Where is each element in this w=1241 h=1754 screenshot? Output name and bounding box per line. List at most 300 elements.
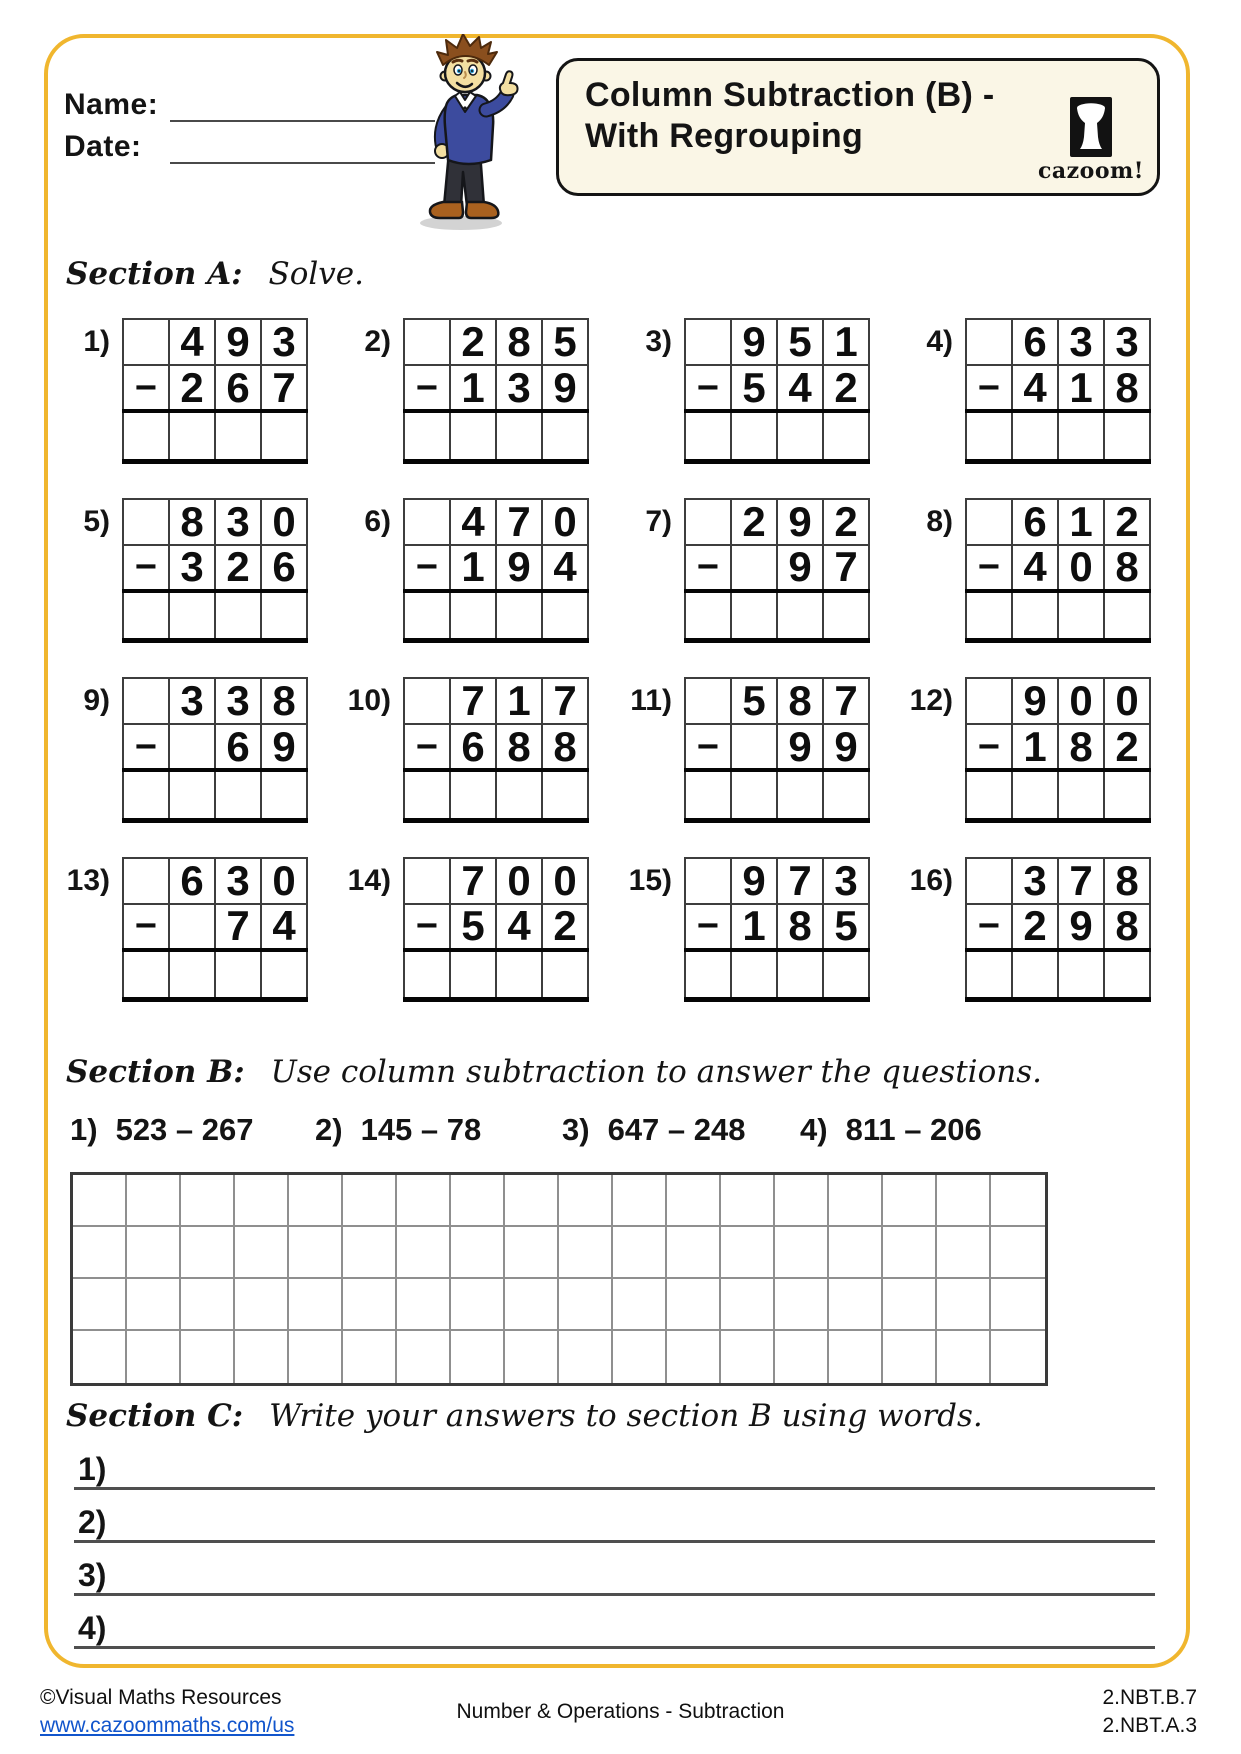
working-grid-cell: [883, 1175, 937, 1227]
working-grid-cell: [343, 1279, 397, 1331]
answer-cell[interactable]: [215, 950, 261, 1000]
answer-cell[interactable]: [685, 411, 731, 461]
digit-cell: 0: [542, 499, 588, 545]
answer-line[interactable]: [74, 1487, 1155, 1490]
answer-line-row: [0, 1603, 1241, 1649]
working-grid-cell: [343, 1175, 397, 1227]
working-grid-cell: [991, 1331, 1045, 1383]
working-grid-cell: [613, 1331, 667, 1383]
answer-cell[interactable]: [404, 411, 450, 461]
answer-cell[interactable]: [1058, 411, 1104, 461]
minus-icon: −: [123, 365, 169, 411]
digit-cell: 3: [215, 499, 261, 545]
working-grid-cell: [235, 1331, 289, 1383]
answer-cell[interactable]: [777, 411, 823, 461]
section-c-heading: [66, 1398, 983, 1434]
digit-cell: 9: [215, 319, 261, 365]
date-label: Date:: [64, 130, 142, 163]
digit-cell: 7: [823, 678, 869, 724]
answer-cell[interactable]: [685, 950, 731, 1000]
working-grid-cell: [73, 1279, 127, 1331]
blank-cell: [731, 724, 777, 770]
subtraction-problem: [887, 677, 1168, 823]
answer-cell[interactable]: [777, 591, 823, 641]
answer-cell[interactable]: [542, 770, 588, 820]
working-grid-cell: [289, 1331, 343, 1383]
problems-grid: [44, 318, 1168, 1002]
digit-cell: 6: [1012, 319, 1058, 365]
answer-cell[interactable]: [450, 950, 496, 1000]
working-grid-cell: [667, 1227, 721, 1279]
working-grid-cell: [937, 1175, 991, 1227]
blank-cell: [966, 678, 1012, 724]
digit-cell: 8: [1104, 545, 1150, 591]
working-grid-cell: [829, 1227, 883, 1279]
digit-cell: 7: [1058, 858, 1104, 904]
answer-cell[interactable]: [450, 591, 496, 641]
digit-cell: 5: [450, 904, 496, 950]
working-grid-cell: [937, 1279, 991, 1331]
digit-cell: 2: [823, 365, 869, 411]
answer-cell[interactable]: [542, 950, 588, 1000]
answer-cell[interactable]: [215, 591, 261, 641]
answer-cell[interactable]: [823, 950, 869, 1000]
working-grid-cell: [181, 1175, 235, 1227]
section-b-instruction: Use column subtraction to answer the questions.: [270, 1054, 1042, 1090]
subtraction-problem: [887, 318, 1168, 464]
answer-cell[interactable]: [404, 950, 450, 1000]
digit-cell: 7: [496, 499, 542, 545]
blank-cell: [685, 319, 731, 365]
minus-icon: −: [966, 904, 1012, 950]
answer-cell[interactable]: [823, 591, 869, 641]
answer-cell[interactable]: [731, 411, 777, 461]
subtraction-problem: [325, 318, 606, 464]
answer-cell[interactable]: [731, 591, 777, 641]
digit-cell: 2: [1104, 724, 1150, 770]
blank-cell: [966, 319, 1012, 365]
working-grid-cell: [127, 1331, 181, 1383]
worksheet-title: [585, 75, 995, 157]
column-subtraction-table: [684, 677, 870, 823]
digit-cell: 9: [777, 545, 823, 591]
problem-number: 6): [364, 504, 391, 538]
digit-cell: 3: [1012, 858, 1058, 904]
blank-cell: [731, 545, 777, 591]
subtraction-problem: [44, 318, 325, 464]
working-grid-cell: [775, 1227, 829, 1279]
digit-cell: 3: [169, 678, 215, 724]
answer-cell[interactable]: [823, 770, 869, 820]
answer-cell[interactable]: [966, 591, 1012, 641]
digit-cell: 1: [1012, 724, 1058, 770]
working-grid-cell: [667, 1175, 721, 1227]
digit-cell: 8: [777, 678, 823, 724]
section-b-title: Section B:: [66, 1054, 245, 1090]
blank-cell: [404, 678, 450, 724]
question-expression: 811 – 206: [845, 1112, 982, 1147]
answer-cell[interactable]: [261, 950, 307, 1000]
digit-cell: 4: [496, 904, 542, 950]
digit-cell: 9: [261, 724, 307, 770]
working-grid-cell: [343, 1331, 397, 1383]
answer-cell[interactable]: [542, 591, 588, 641]
answer-cell[interactable]: [215, 411, 261, 461]
digit-cell: 1: [731, 904, 777, 950]
working-grid-cell: [289, 1175, 343, 1227]
answer-cell[interactable]: [823, 411, 869, 461]
digit-cell: 4: [1012, 545, 1058, 591]
blank-cell: [966, 858, 1012, 904]
minus-icon: −: [966, 545, 1012, 591]
answer-cell[interactable]: [496, 950, 542, 1000]
digit-cell: 4: [777, 365, 823, 411]
subtraction-problem: [44, 857, 325, 1003]
answer-cell[interactable]: [731, 950, 777, 1000]
digit-cell: 3: [261, 319, 307, 365]
working-grid-cell: [775, 1279, 829, 1331]
answer-cell[interactable]: [777, 770, 823, 820]
answer-cell[interactable]: [169, 770, 215, 820]
digit-cell: 0: [261, 858, 307, 904]
digit-cell: 9: [777, 724, 823, 770]
working-grid-cell: [397, 1227, 451, 1279]
digit-cell: 9: [496, 545, 542, 591]
question-number: 4): [800, 1112, 828, 1147]
column-subtraction-table: [403, 857, 589, 1003]
answer-cell[interactable]: [215, 770, 261, 820]
answer-cell[interactable]: [731, 770, 777, 820]
working-grid-cell: [775, 1175, 829, 1227]
digit-cell: 9: [823, 724, 869, 770]
problem-number: 3): [645, 325, 672, 358]
answer-cell[interactable]: [123, 411, 169, 461]
digit-cell: 0: [496, 858, 542, 904]
working-grid-cell: [559, 1175, 613, 1227]
answer-cell[interactable]: [169, 950, 215, 1000]
working-grid-cell: [829, 1175, 883, 1227]
answer-cell[interactable]: [1058, 950, 1104, 1000]
answer-cell[interactable]: [496, 770, 542, 820]
answer-cell[interactable]: [777, 950, 823, 1000]
column-subtraction-table: [965, 677, 1151, 823]
drum-icon: [1070, 97, 1112, 157]
subtraction-problem: [887, 857, 1168, 1003]
digit-cell: 3: [169, 545, 215, 591]
working-grid-cell: [289, 1227, 343, 1279]
answer-cell[interactable]: [1012, 950, 1058, 1000]
working-grid-cell: [613, 1175, 667, 1227]
problem-number: 15): [628, 863, 672, 897]
blank-cell: [966, 499, 1012, 545]
blank-cell: [123, 678, 169, 724]
answer-cell[interactable]: [1058, 591, 1104, 641]
digit-cell: 8: [1058, 724, 1104, 770]
column-subtraction-table: [684, 498, 870, 644]
problem-number: 2): [364, 325, 391, 358]
column-subtraction-table: [122, 677, 308, 823]
working-grid-cell: [991, 1279, 1045, 1331]
problem-number: 7): [645, 504, 672, 538]
answer-cell[interactable]: [496, 411, 542, 461]
digit-cell: 2: [731, 499, 777, 545]
column-subtraction-table: [965, 857, 1151, 1003]
digit-cell: 5: [777, 319, 823, 365]
answer-cell[interactable]: [1104, 411, 1150, 461]
digit-cell: 1: [823, 319, 869, 365]
answer-cell[interactable]: [123, 591, 169, 641]
minus-icon: −: [404, 545, 450, 591]
digit-cell: 6: [215, 724, 261, 770]
working-grid-cell: [181, 1227, 235, 1279]
cazoom-logo: [1037, 97, 1145, 184]
section-b-question: [315, 1112, 481, 1148]
answer-cell[interactable]: [1058, 770, 1104, 820]
working-grid-cell: [451, 1227, 505, 1279]
problem-number: 4): [926, 325, 953, 358]
blank-cell: [123, 319, 169, 365]
footer-url[interactable]: www.cazoommaths.com/us: [40, 1714, 295, 1737]
digit-cell: 6: [1012, 499, 1058, 545]
digit-cell: 6: [261, 545, 307, 591]
answer-cell[interactable]: [966, 411, 1012, 461]
column-subtraction-table: [122, 318, 308, 464]
minus-icon: −: [123, 724, 169, 770]
working-grid-cell: [505, 1279, 559, 1331]
working-grid-cell: [73, 1331, 127, 1383]
question-expression: 523 – 267: [115, 1112, 254, 1147]
section-b-question: [70, 1112, 254, 1148]
answer-cell[interactable]: [685, 770, 731, 820]
answer-line-number: 3): [78, 1557, 107, 1593]
footer-standard-2: 2.NBT.A.3: [1102, 1714, 1197, 1737]
digit-cell: 9: [731, 858, 777, 904]
digit-cell: 2: [450, 319, 496, 365]
answer-cell[interactable]: [1012, 591, 1058, 641]
question-number: 3): [562, 1112, 590, 1147]
digit-cell: 7: [450, 678, 496, 724]
answer-line[interactable]: [74, 1540, 1155, 1543]
minus-icon: −: [404, 904, 450, 950]
digit-cell: 5: [542, 319, 588, 365]
digit-cell: 7: [450, 858, 496, 904]
working-grid-cell: [559, 1227, 613, 1279]
working-grid-cell: [721, 1279, 775, 1331]
answer-cell[interactable]: [261, 411, 307, 461]
working-grid-cell: [991, 1175, 1045, 1227]
digit-cell: 4: [1012, 365, 1058, 411]
digit-cell: 3: [496, 365, 542, 411]
working-grid-cell: [127, 1279, 181, 1331]
answer-cell[interactable]: [169, 411, 215, 461]
subtraction-problem: [606, 677, 887, 823]
working-grid-cell: [289, 1279, 343, 1331]
digit-cell: 8: [542, 724, 588, 770]
minus-icon: −: [404, 365, 450, 411]
question-number: 2): [315, 1112, 343, 1147]
answer-cell[interactable]: [966, 950, 1012, 1000]
subtraction-problem: [325, 498, 606, 644]
section-a-heading: [66, 256, 364, 292]
blank-cell: [404, 319, 450, 365]
answer-cell[interactable]: [1104, 770, 1150, 820]
working-grid-cell: [505, 1227, 559, 1279]
digit-cell: 7: [542, 678, 588, 724]
answer-cell[interactable]: [123, 950, 169, 1000]
minus-icon: −: [966, 365, 1012, 411]
footer-standard-1: 2.NBT.B.7: [1102, 1686, 1197, 1709]
boy-cartoon-illustration: [396, 34, 536, 234]
answer-cell[interactable]: [1104, 591, 1150, 641]
working-grid[interactable]: [70, 1172, 1048, 1386]
blank-cell: [169, 724, 215, 770]
working-grid-cell: [883, 1331, 937, 1383]
problem-number: 10): [347, 684, 391, 717]
minus-icon: −: [966, 724, 1012, 770]
column-subtraction-table: [403, 498, 589, 644]
footer-topic: Number & Operations - Subtraction: [456, 1700, 785, 1723]
working-grid-cell: [73, 1227, 127, 1279]
digit-cell: 9: [777, 499, 823, 545]
minus-icon: −: [404, 724, 450, 770]
problem-number: 12): [909, 684, 953, 717]
working-grid-cell: [937, 1227, 991, 1279]
answer-cell[interactable]: [1012, 770, 1058, 820]
answer-line[interactable]: [74, 1593, 1155, 1596]
answer-cell[interactable]: [261, 591, 307, 641]
answer-cell[interactable]: [496, 591, 542, 641]
working-grid-cell: [613, 1279, 667, 1331]
digit-cell: 9: [731, 319, 777, 365]
subtraction-problem: [44, 677, 325, 823]
column-subtraction-table: [122, 498, 308, 644]
digit-cell: 2: [215, 545, 261, 591]
logo-wordmark: cazoom!: [1038, 158, 1144, 184]
digit-cell: 1: [450, 545, 496, 591]
digit-cell: 9: [542, 365, 588, 411]
minus-icon: −: [123, 545, 169, 591]
problem-number: 16): [909, 863, 953, 897]
section-c-title: Section C:: [66, 1398, 244, 1434]
working-grid-cell: [559, 1279, 613, 1331]
answer-cell[interactable]: [450, 770, 496, 820]
digit-cell: 3: [1058, 319, 1104, 365]
answer-cell[interactable]: [450, 411, 496, 461]
digit-cell: 5: [731, 365, 777, 411]
answer-line-row: [0, 1550, 1241, 1596]
digit-cell: 8: [496, 724, 542, 770]
working-grid-cell: [127, 1175, 181, 1227]
working-grid-cell: [883, 1279, 937, 1331]
section-a-instruction: Solve.: [268, 256, 364, 292]
title-line-2: With Regrouping: [585, 117, 864, 155]
subtraction-problem: [606, 318, 887, 464]
working-grid-cell: [397, 1175, 451, 1227]
digit-cell: 6: [169, 858, 215, 904]
answer-cell[interactable]: [123, 770, 169, 820]
answer-cell[interactable]: [404, 770, 450, 820]
working-grid-cell: [343, 1227, 397, 1279]
column-subtraction-table: [122, 857, 308, 1003]
footer-copyright: ©Visual Maths Resources: [40, 1686, 282, 1709]
digit-cell: 8: [1104, 904, 1150, 950]
working-grid-cell: [721, 1227, 775, 1279]
digit-cell: 6: [215, 365, 261, 411]
boy-cartoon: [396, 34, 536, 234]
digit-cell: 2: [1012, 904, 1058, 950]
minus-icon: −: [685, 904, 731, 950]
problem-number: 8): [926, 504, 953, 538]
answer-cell[interactable]: [404, 591, 450, 641]
answer-cell[interactable]: [685, 591, 731, 641]
answer-cell[interactable]: [261, 770, 307, 820]
digit-cell: 9: [1058, 904, 1104, 950]
column-subtraction-table: [403, 677, 589, 823]
working-grid-cell: [775, 1331, 829, 1383]
digit-cell: 4: [261, 904, 307, 950]
answer-line-number: 4): [78, 1610, 107, 1646]
answer-line-row: [0, 1497, 1241, 1543]
working-grid-cell: [667, 1279, 721, 1331]
digit-cell: 8: [261, 678, 307, 724]
subtraction-problem: [887, 498, 1168, 644]
minus-icon: −: [685, 545, 731, 591]
section-b-heading: [66, 1054, 1042, 1090]
working-grid-cell: [559, 1331, 613, 1383]
digit-cell: 8: [496, 319, 542, 365]
subtraction-problem: [44, 498, 325, 644]
answer-line[interactable]: [74, 1646, 1155, 1649]
answer-cell[interactable]: [1104, 950, 1150, 1000]
digit-cell: 4: [169, 319, 215, 365]
section-b-question: [800, 1112, 982, 1148]
digit-cell: 1: [1058, 365, 1104, 411]
answer-cell[interactable]: [169, 591, 215, 641]
digit-cell: 8: [1104, 858, 1150, 904]
answer-line-number: 1): [78, 1451, 107, 1487]
answer-line-row: [0, 1444, 1241, 1490]
column-subtraction-table: [965, 318, 1151, 464]
blank-cell: [685, 858, 731, 904]
blank-cell: [123, 858, 169, 904]
problem-number: 5): [83, 504, 110, 538]
working-grid-cell: [397, 1279, 451, 1331]
working-grid-cell: [451, 1331, 505, 1383]
digit-cell: 2: [542, 904, 588, 950]
blank-cell: [404, 858, 450, 904]
working-grid-cell: [181, 1331, 235, 1383]
answer-cell[interactable]: [1012, 411, 1058, 461]
digit-cell: 7: [215, 904, 261, 950]
digit-cell: 0: [1058, 545, 1104, 591]
digit-cell: 7: [261, 365, 307, 411]
problem-number: 11): [630, 684, 672, 717]
working-grid-cell: [451, 1279, 505, 1331]
digit-cell: 3: [215, 858, 261, 904]
working-grid-cell: [667, 1331, 721, 1383]
answer-cell[interactable]: [966, 770, 1012, 820]
subtraction-problem: [325, 677, 606, 823]
digit-cell: 1: [1058, 499, 1104, 545]
answer-cell[interactable]: [542, 411, 588, 461]
digit-cell: 0: [1104, 678, 1150, 724]
question-expression: 145 – 78: [360, 1112, 482, 1147]
blank-cell: [169, 904, 215, 950]
digit-cell: 2: [169, 365, 215, 411]
working-grid-cell: [235, 1227, 289, 1279]
problem-number: 1): [83, 325, 110, 358]
working-grid-cell: [451, 1175, 505, 1227]
